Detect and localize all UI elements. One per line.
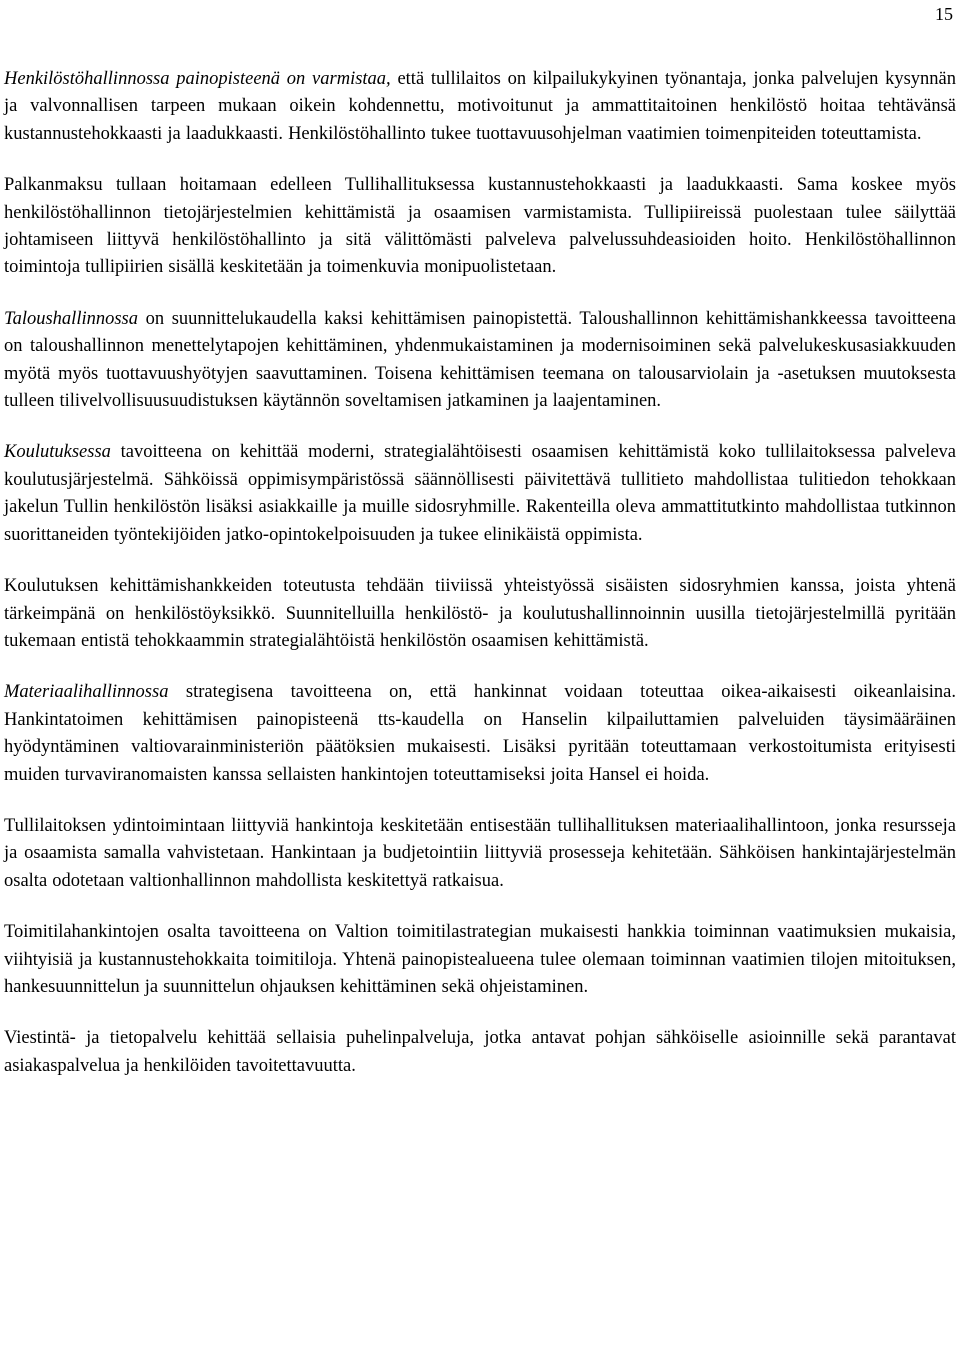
- document-body: [4, 66, 956, 1080]
- paragraph-lead-italic: Koulutuksessa: [4, 442, 111, 463]
- paragraph-henkilostohallinto: [4, 66, 956, 148]
- paragraph-lead-italic: Taloushallinnossa: [4, 308, 138, 329]
- paragraph-lead-italic: Materiaalihallinnossa: [4, 682, 169, 703]
- paragraph-koulutus: [4, 439, 956, 549]
- paragraph-text: Koulutuksen kehittämishankkeiden toteutusta tehdään tiiviissä yhteistyössä sisäisten sidosryhmien kanssa, joista yhtenä tärkeimpänä on henkilöstöyksikkö. Suunnitelluilla henkilöstö- ja koulutushallinnoinnin uusilla tietojärjestelmillä pyritään tukemaan entistä tehokkaammin strategialähtöistä henkilöstön osaamisen kehittämistä.: [4, 576, 956, 651]
- page-number: 15: [935, 4, 953, 24]
- paragraph-text: että tullilaitos on kilpailukykyinen työnantaja, jonka palvelujen kysynnän ja valvonnallisen tarpeen mukaan oikein kohdennettu, motivoitunut ja ammattitaitoinen henkilöstö hoitaa tehtävänsä kustannustehokkaasti ja laadukkaasti. Henkilöstöhallinto tukee tuottavuusohjelman vaatimien toimenpiteiden toteuttamista.: [4, 69, 956, 144]
- paragraph-text: Tullilaitoksen ydintoimintaan liittyviä hankintoja keskitetään entisestään tullihallituksen materiaalihallintoon, jonka resursseja ja osaamista samalla vahvistetaan. Hankintaan ja budjetointiin liittyviä prosesseja kehitetään. Sähköisen hankintajärjestelmän osalta odotetaan valtionhallinnon mahdollista keskitettyä ratkaisua.: [4, 815, 956, 891]
- paragraph-hankinnat: [4, 813, 956, 895]
- paragraph-text: Toimitilahankintojen osalta tavoitteena on Valtion toimitilastrategian mukaisesti hankkia toiminnan vaatimuksien mukaisia, viihtyisiä ja kustannustehokkaita toimitiloja. Yhtenä painopistealueena tulee olemaan toiminnan vaatimien tilojen mitoituksen, hankesuunnittelun ja suunnittelun ohjauksen kehittäminen sekä ohjeistaminen.: [4, 922, 956, 997]
- paragraph-viestinta: [4, 1025, 956, 1080]
- paragraph-text: strategisena tavoitteena on, että hankinnat voidaan toteuttaa oikea-aikaisesti oikeanlaisina. Hankintatoimen kehittämisen painopisteenä tts-kaudella on Hanselin kilpailuttamien palveluiden täysimääräinen hyödyntäminen valtiovarainministeriön päätöksien mukaisesti. Lisäksi pyritään toteuttamaan verkostoitumista erityisesti muiden turvaviranomaisten kanssa sellaisten hankintojen toteuttamiseksi joita Hansel ei hoida.: [4, 682, 956, 785]
- paragraph-koulutuksen-hankkeet: [4, 573, 956, 655]
- paragraph-materiaalihallinto: [4, 679, 956, 789]
- paragraph-palkanmaksu: [4, 172, 956, 282]
- paragraph-text: Viestintä- ja tietopalvelu kehittää sellaisia puhelinpalveluja, jotka antavat pohjan sähköiselle asioinnille sekä parantavat asiakaspalvelua ja henkilöiden tavoitettavuutta.: [4, 1028, 956, 1076]
- paragraph-lead-italic: Henkilöstöhallinnossa painopisteenä on varmistaa,: [4, 69, 391, 89]
- paragraph-taloushallinto: [4, 306, 956, 416]
- paragraph-toimitilat: [4, 919, 956, 1001]
- paragraph-text: Palkanmaksu tullaan hoitamaan edelleen Tullihallituksessa kustannustehokkaasti ja laadukkaasti. Sama koskee myös henkilöstöhallinnon tietojärjestelmien kehittämistä ja osaamisen varmistamista. Tullipiireissä puolestaan tulee säilyttää johtamiseen liittyvä henkilöstöhallinto ja sitä välittömästi palveleva palvelussuhdeasioiden hoito. Henkilöstöhallinnon toimintoja tullipiirien sisällä keskitetään ja toimenkuvia monipuolistetaan.: [4, 175, 956, 278]
- paragraph-text: tavoitteena on kehittää moderni, strategialähtöisesti osaamisen kehittämistä koko tullilaitoksessa palveleva koulutusjärjestelmä. Sähköissä oppimisympäristössä säännöllisesti päivitettävä tullitieto mahdollistaa tulitiedon tehokkaan jakelun Tullin henkilöstön lisäksi asiakkaille ja muille sidosryhmille. Rakenteilla oleva ammattitutkinto mahdollistaa tutkinnon suorittaneiden työntekijöiden jatko-opintokelpoisuuden ja tukee elinikäistä oppimista.: [4, 442, 956, 545]
- paragraph-text: on suunnittelukaudella kaksi kehittämisen painopistettä. Taloushallinnon kehittämishankkeessa tavoitteena on taloushallinnon menettelytapojen kehittäminen, yhdenmukaistaminen ja modernisoiminen sekä palvelukeskusasiakkuuden myötä myös tuottavuushyötyjen saavuttaminen. Toisena kehittämisen teemana on talousarviolain ja -asetuksen muutoksesta tulleen tilivelvollisuusuudistuksen käytännön soveltamisen jatkaminen ja laajentaminen.: [4, 308, 956, 412]
